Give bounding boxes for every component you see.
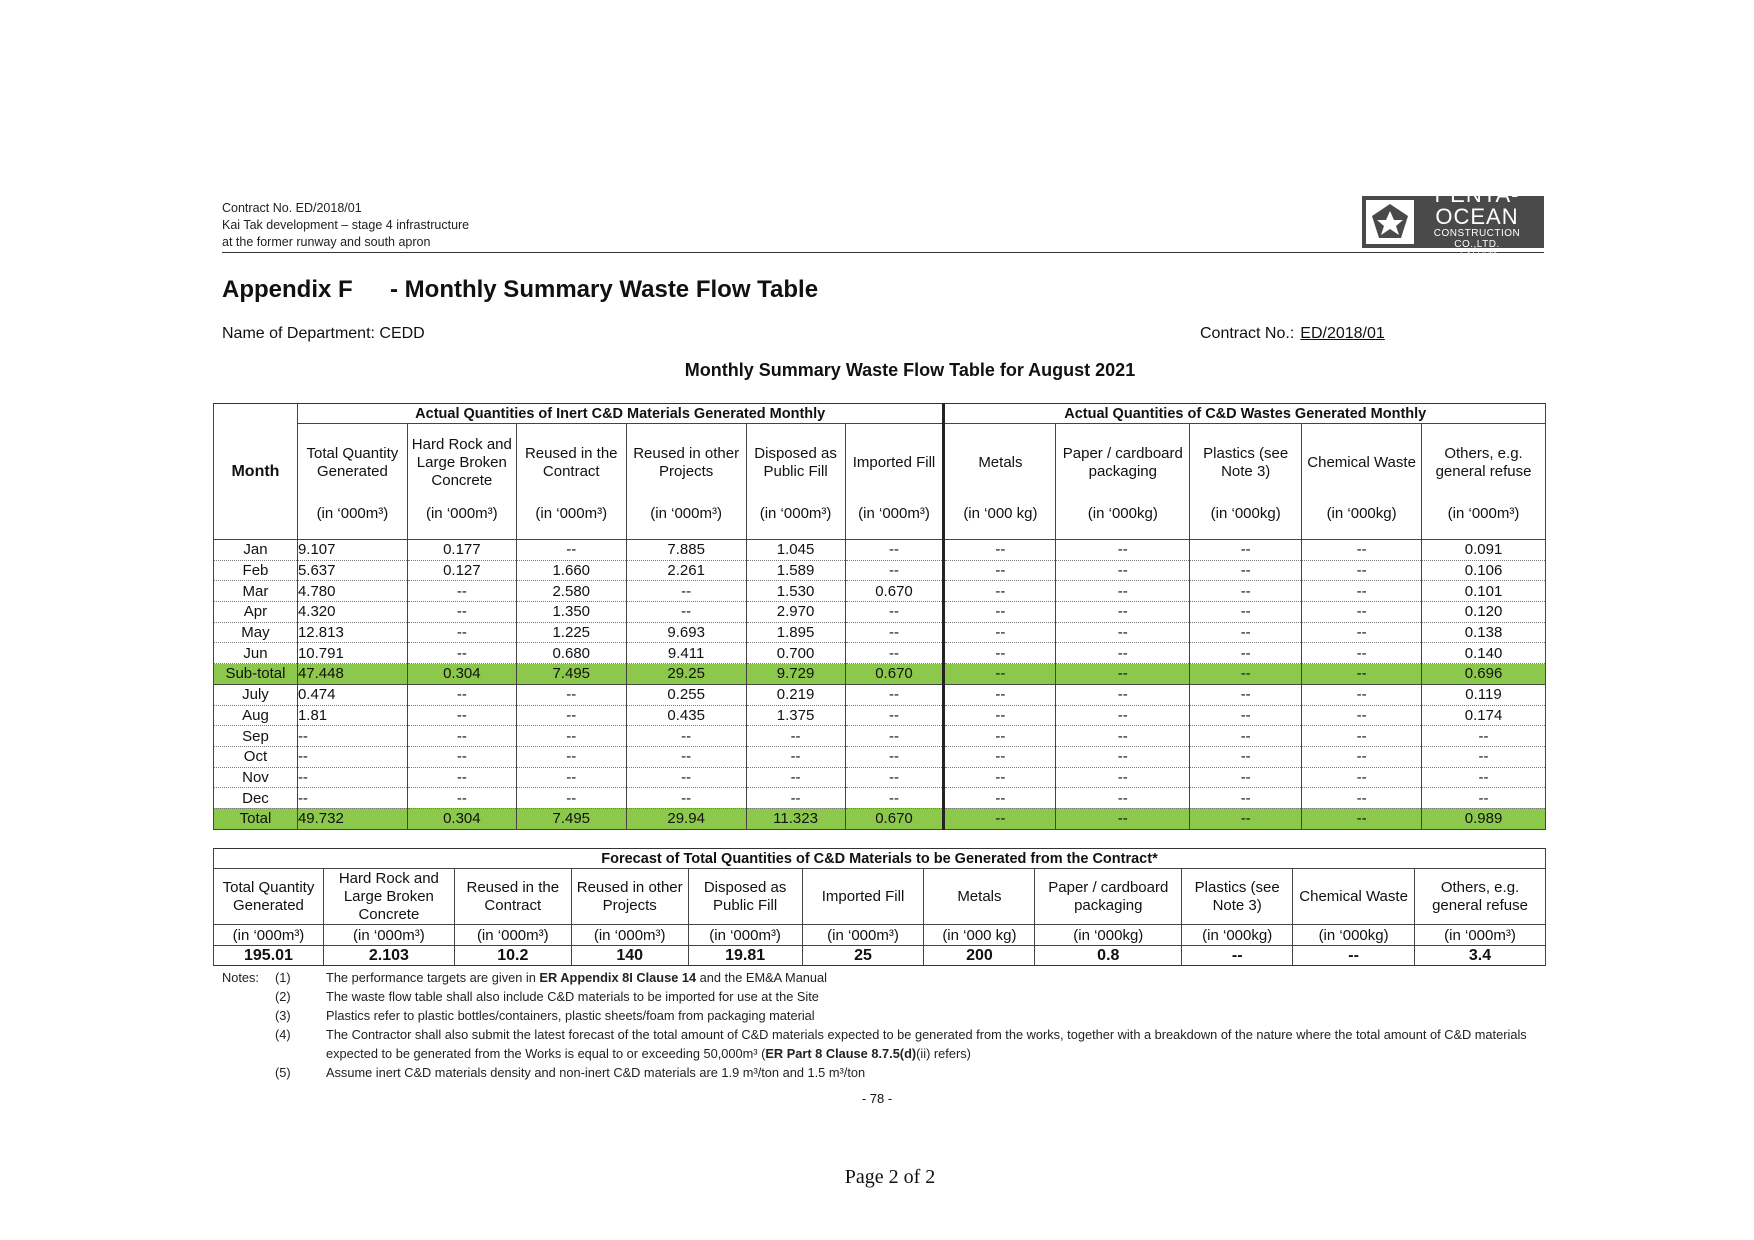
value-cell: -- (845, 788, 944, 809)
note-text (326, 1063, 1556, 1082)
value-cell: -- (1302, 684, 1422, 705)
forecast-column-header: Plastics (see Note 3) (1182, 869, 1293, 925)
value-cell: 0.219 (746, 684, 845, 705)
value-cell: 10.791 (297, 643, 407, 664)
column-unit: (in ‘000m³) (1422, 502, 1546, 540)
column-unit: (in ‘000m³) (516, 502, 626, 540)
forecast-column-header: Reused in other Projects (571, 869, 688, 925)
value-cell: 0.140 (1422, 643, 1546, 664)
value-cell: 0.101 (1422, 581, 1546, 602)
table-row (214, 622, 1546, 643)
note-item (222, 987, 1556, 1006)
value-cell: 0.670 (845, 808, 944, 829)
forecast-column-header: Total Quantity Generated (214, 869, 324, 925)
forecast-value: 0.8 (1035, 946, 1182, 966)
value-cell: -- (944, 664, 1056, 685)
note-item (222, 968, 1556, 987)
note-number: (1) (275, 970, 291, 985)
value-cell: -- (1056, 581, 1190, 602)
forecast-value: -- (1182, 946, 1293, 966)
value-cell: -- (626, 581, 746, 602)
forecast-table (213, 848, 1546, 966)
forecast-value: 200 (924, 946, 1035, 966)
value-cell: 1.660 (516, 560, 626, 581)
note-number: (5) (275, 1065, 291, 1080)
table-row (214, 560, 1546, 581)
value-cell: -- (1422, 788, 1546, 809)
value-cell: 1.530 (746, 581, 845, 602)
value-cell: 0.304 (407, 808, 516, 829)
value-cell: -- (1190, 705, 1302, 726)
column-header: Paper / cardboard packaging (1056, 424, 1190, 502)
value-cell: -- (1190, 581, 1302, 602)
contract-line: Contract No. ED/2018/01 (222, 201, 362, 215)
value-cell: -- (297, 767, 407, 788)
table-row (214, 808, 1546, 829)
value-cell: -- (1422, 746, 1546, 767)
note-number: (3) (275, 1008, 291, 1023)
column-unit: (in ‘000kg) (1056, 502, 1190, 540)
contract-number (1200, 325, 1385, 343)
value-cell: 0.127 (407, 560, 516, 581)
value-cell: -- (626, 767, 746, 788)
forecast-column-header: Disposed as Public Fill (688, 869, 802, 925)
month-cell: Sep (214, 726, 298, 747)
value-cell: -- (1056, 705, 1190, 726)
value-cell: 2.261 (626, 560, 746, 581)
value-cell: -- (516, 788, 626, 809)
value-cell: -- (516, 726, 626, 747)
note-text-bold: ER Part 8 Clause 8.7.5(d) (765, 1046, 917, 1061)
value-cell: -- (1190, 808, 1302, 829)
value-cell: -- (1302, 726, 1422, 747)
month-cell: Total (214, 808, 298, 829)
value-cell: 2.580 (516, 581, 626, 602)
value-cell: 1.350 (516, 602, 626, 623)
value-cell: 0.670 (845, 581, 944, 602)
contract-line: at the former runway and south apron (222, 235, 431, 249)
table-row (214, 643, 1546, 664)
month-cell: Apr (214, 602, 298, 623)
value-cell: 12.813 (297, 622, 407, 643)
value-cell: 29.94 (626, 808, 746, 829)
forecast-title: Forecast of Total Quantities of C&D Materials to be Generated from the Contract* (214, 849, 1546, 869)
value-cell: 0.989 (1422, 808, 1546, 829)
value-cell: -- (1056, 643, 1190, 664)
value-cell: -- (407, 726, 516, 747)
value-cell: 4.780 (297, 581, 407, 602)
value-cell: -- (845, 540, 944, 561)
note-text-pre: The performance targets are given in (326, 970, 540, 985)
column-header: Others, e.g. general refuse (1422, 424, 1546, 502)
month-cell: Feb (214, 560, 298, 581)
value-cell: -- (746, 726, 845, 747)
column-unit: (in ‘000m³) (746, 502, 845, 540)
forecast-column-unit: (in ‘000m³) (1415, 925, 1546, 946)
value-cell: -- (1302, 664, 1422, 685)
note-text-post: (ii) refers) (916, 1046, 971, 1061)
value-cell: 0.474 (297, 684, 407, 705)
value-cell: 2.970 (746, 602, 845, 623)
forecast-value: 2.103 (323, 946, 454, 966)
value-cell: 0.680 (516, 643, 626, 664)
value-cell: -- (1056, 540, 1190, 561)
value-cell: 1.045 (746, 540, 845, 561)
notes (222, 968, 1556, 1082)
value-cell: 0.106 (1422, 560, 1546, 581)
value-cell: 1.375 (746, 705, 845, 726)
value-cell: 47.448 (297, 664, 407, 685)
value-cell: 9.107 (297, 540, 407, 561)
value-cell: 1.895 (746, 622, 845, 643)
value-cell: -- (845, 684, 944, 705)
month-cell: May (214, 622, 298, 643)
table-row (214, 664, 1546, 685)
forecast-column-header: Chemical Waste (1293, 869, 1415, 925)
forecast-column-unit: (in ‘000kg) (1293, 925, 1415, 946)
value-cell: -- (516, 540, 626, 561)
wastes-group-header: Actual Quantities of C&D Wastes Generated Monthly (944, 404, 1546, 424)
table-row (214, 705, 1546, 726)
contract-number-label: Contract No.: (1200, 325, 1295, 342)
value-cell: -- (1302, 746, 1422, 767)
column-header: Reused in other Projects (626, 424, 746, 502)
value-cell: -- (1190, 643, 1302, 664)
table-row (214, 746, 1546, 767)
table-title: Monthly Summary Waste Flow Table for August 2021 (684, 360, 1136, 380)
value-cell: -- (944, 808, 1056, 829)
forecast-column-header: Reused in the Contract (454, 869, 571, 925)
note-text (326, 1006, 1556, 1025)
value-cell: 9.411 (626, 643, 746, 664)
value-cell: 0.120 (1422, 602, 1546, 623)
note-text (326, 987, 1556, 1006)
month-cell: July (214, 684, 298, 705)
logo-sub: CONSTRUCTION CO.,LTD. (1433, 227, 1521, 250)
value-cell: -- (626, 726, 746, 747)
value-cell: -- (944, 602, 1056, 623)
note-text-pre: Assume inert C&D materials density and non-inert C&D materials are 1.9 m³/ton and 1.5 m³/ton (326, 1065, 866, 1080)
value-cell: -- (1056, 684, 1190, 705)
value-cell: 7.495 (516, 808, 626, 829)
table-row (214, 788, 1546, 809)
note-text-pre: Plastics refer to plastic bottles/containers, plastic sheets/foam from packaging material (326, 1008, 815, 1023)
value-cell: -- (297, 788, 407, 809)
value-cell: -- (1190, 788, 1302, 809)
forecast-column-unit: (in ‘000m³) (688, 925, 802, 946)
value-cell: -- (746, 788, 845, 809)
value-cell: -- (1190, 540, 1302, 561)
value-cell: -- (944, 643, 1056, 664)
table-row (214, 684, 1546, 705)
inert-group-header: Actual Quantities of Inert C&D Materials Generated Monthly (297, 404, 944, 424)
month-cell: Jan (214, 540, 298, 561)
value-cell: -- (845, 705, 944, 726)
forecast-column-unit: (in ‘000m³) (802, 925, 924, 946)
value-cell: -- (1302, 602, 1422, 623)
forecast-value: 25 (802, 946, 924, 966)
month-cell: Mar (214, 581, 298, 602)
forecast-value: -- (1293, 946, 1415, 966)
forecast-column-header: Others, e.g. general refuse (1415, 869, 1546, 925)
column-unit: (in ‘000m³) (845, 502, 944, 540)
value-cell: -- (845, 643, 944, 664)
value-cell: -- (1056, 664, 1190, 685)
value-cell: -- (1302, 560, 1422, 581)
value-cell: 0.255 (626, 684, 746, 705)
value-cell: -- (944, 705, 1056, 726)
value-cell: -- (1190, 767, 1302, 788)
note-text-pre: The Contractor shall also submit the latest forecast of the total amount of C&D materials expected to be generated from the works, together with a breakdown of the nature where the total amount of C&D materials expected to be generated from the Works is equal to or exceeding 50,000m³ ( (326, 1027, 1527, 1061)
column-unit: (in ‘000kg) (1302, 502, 1422, 540)
value-cell: 9.693 (626, 622, 746, 643)
forecast-column-unit: (in ‘000kg) (1035, 925, 1182, 946)
value-cell: 1.225 (516, 622, 626, 643)
value-cell: -- (407, 643, 516, 664)
value-cell: -- (944, 581, 1056, 602)
value-cell: -- (1302, 788, 1422, 809)
note-number: (4) (275, 1027, 291, 1042)
note-item (222, 1006, 1556, 1025)
column-unit: (in ‘000m³) (407, 502, 516, 540)
contract-info (222, 200, 469, 251)
value-cell: 4.320 (297, 602, 407, 623)
value-cell: -- (1190, 726, 1302, 747)
value-cell: -- (1056, 560, 1190, 581)
forecast-column-unit: (in ‘000m³) (454, 925, 571, 946)
value-cell: -- (944, 560, 1056, 581)
value-cell: -- (944, 746, 1056, 767)
column-header: Hard Rock and Large Broken Concrete (407, 424, 516, 502)
contract-number-value: ED/2018/01 (1300, 325, 1385, 342)
column-header: Metals (944, 424, 1056, 502)
forecast-column-header: Paper / cardboard packaging (1035, 869, 1182, 925)
value-cell: 9.729 (746, 664, 845, 685)
note-item (222, 1025, 1556, 1063)
forecast-column-header: Metals (924, 869, 1035, 925)
value-cell: -- (944, 622, 1056, 643)
value-cell: -- (845, 726, 944, 747)
value-cell: -- (1302, 540, 1422, 561)
column-unit: (in ‘000m³) (626, 502, 746, 540)
value-cell: -- (1302, 643, 1422, 664)
value-cell: 5.637 (297, 560, 407, 581)
penta-ocean-logo (1362, 181, 1544, 261)
value-cell: -- (516, 767, 626, 788)
value-cell: -- (626, 746, 746, 767)
value-cell: -- (845, 767, 944, 788)
table-row (214, 581, 1546, 602)
value-cell: -- (845, 746, 944, 767)
value-cell: -- (1302, 808, 1422, 829)
note-text-bold: ER Appendix 8I Clause 14 (539, 970, 697, 985)
value-cell: -- (1302, 705, 1422, 726)
value-cell: -- (407, 581, 516, 602)
contract-line: Kai Tak development – stage 4 infrastructure (222, 218, 470, 232)
month-cell: Dec (214, 788, 298, 809)
value-cell: -- (944, 540, 1056, 561)
value-cell: -- (845, 602, 944, 623)
document-header (222, 181, 1544, 261)
notes-label (222, 1063, 275, 1082)
value-cell: -- (407, 746, 516, 767)
value-cell: -- (626, 788, 746, 809)
value-cell: -- (407, 602, 516, 623)
notes-label (222, 1025, 275, 1063)
table-row (214, 726, 1546, 747)
value-cell: -- (746, 767, 845, 788)
value-cell: -- (516, 746, 626, 767)
value-cell: 0.696 (1422, 664, 1546, 685)
value-cell: -- (1056, 746, 1190, 767)
inner-page-number: - 78 - (861, 1091, 893, 1106)
value-cell: -- (1056, 602, 1190, 623)
forecast-column-unit: (in ‘000m³) (214, 925, 324, 946)
note-number: (2) (275, 989, 291, 1004)
value-cell: -- (845, 622, 944, 643)
column-header: Reused in the Contract (516, 424, 626, 502)
value-cell: 0.177 (407, 540, 516, 561)
value-cell: -- (516, 684, 626, 705)
column-header: Total Quantity Generated (297, 424, 407, 502)
value-cell: 0.091 (1422, 540, 1546, 561)
month-cell: Oct (214, 746, 298, 767)
note-text-pre: The waste flow table shall also include C&D materials to be imported for use at the Site (326, 989, 819, 1004)
value-cell: 1.589 (746, 560, 845, 581)
value-cell: -- (407, 622, 516, 643)
value-cell: 0.435 (626, 705, 746, 726)
forecast-column-unit: (in ‘000 kg) (924, 925, 1035, 946)
monthly-waste-flow-table (213, 403, 1546, 830)
logo-cn: 五洋建設 (1457, 249, 1497, 261)
appendix-title: - Monthly Summary Waste Flow Table (390, 276, 819, 303)
department-name: Name of Department: CEDD (222, 325, 425, 342)
month-cell: Sub-total (214, 664, 298, 685)
value-cell: -- (1056, 767, 1190, 788)
value-cell: -- (626, 602, 746, 623)
value-cell: -- (407, 767, 516, 788)
month-cell: Jun (214, 643, 298, 664)
table-row (214, 602, 1546, 623)
value-cell: 7.885 (626, 540, 746, 561)
value-cell: -- (944, 788, 1056, 809)
value-cell: -- (1190, 602, 1302, 623)
value-cell: 0.670 (845, 664, 944, 685)
value-cell: -- (1302, 622, 1422, 643)
value-cell: 0.174 (1422, 705, 1546, 726)
column-unit: (in ‘000 kg) (944, 502, 1056, 540)
value-cell: -- (944, 726, 1056, 747)
value-cell: -- (407, 684, 516, 705)
table-row (214, 540, 1546, 561)
value-cell: -- (407, 705, 516, 726)
forecast-column-unit: (in ‘000m³) (323, 925, 454, 946)
value-cell: -- (1190, 746, 1302, 767)
note-text (326, 1025, 1556, 1063)
value-cell: -- (1302, 581, 1422, 602)
note-text (326, 968, 1556, 987)
value-cell: 0.700 (746, 643, 845, 664)
value-cell: -- (1190, 622, 1302, 643)
value-cell: 29.25 (626, 664, 746, 685)
column-header: Disposed as Public Fill (746, 424, 845, 502)
appendix-label: Appendix F (222, 276, 353, 303)
forecast-column-unit: (in ‘000kg) (1182, 925, 1293, 946)
column-unit: (in ‘000kg) (1190, 502, 1302, 540)
forecast-column-header: Imported Fill (802, 869, 924, 925)
forecast-value: 19.81 (688, 946, 802, 966)
value-cell: -- (516, 705, 626, 726)
forecast-value: 10.2 (454, 946, 571, 966)
value-cell: 1.81 (297, 705, 407, 726)
value-cell: 0.304 (407, 664, 516, 685)
value-cell: 49.732 (297, 808, 407, 829)
value-cell: -- (1190, 684, 1302, 705)
logo-name: PENTA-OCEAN (1434, 181, 1520, 229)
value-cell: -- (1190, 664, 1302, 685)
page-footer: Page 2 of 2 (844, 1166, 936, 1188)
value-cell: -- (746, 746, 845, 767)
value-cell: -- (1056, 622, 1190, 643)
value-cell: -- (297, 746, 407, 767)
month-header: Month (214, 404, 298, 540)
notes-label (222, 987, 275, 1006)
forecast-column-header: Hard Rock and Large Broken Concrete (323, 869, 454, 925)
column-header: Imported Fill (845, 424, 944, 502)
value-cell: -- (297, 726, 407, 747)
value-cell: -- (1422, 767, 1546, 788)
forecast-value: 140 (571, 946, 688, 966)
column-header: Chemical Waste (1302, 424, 1422, 502)
value-cell: -- (944, 767, 1056, 788)
value-cell: 7.495 (516, 664, 626, 685)
value-cell: -- (944, 684, 1056, 705)
value-cell: -- (1190, 560, 1302, 581)
note-text-post: and the EM&A Manual (696, 970, 828, 985)
value-cell: -- (1302, 767, 1422, 788)
value-cell: -- (1422, 726, 1546, 747)
table-row (214, 767, 1546, 788)
notes-label: Notes: (222, 970, 259, 985)
value-cell: -- (1056, 808, 1190, 829)
penta-ocean-star-icon (1366, 200, 1414, 244)
forecast-column-unit: (in ‘000m³) (571, 925, 688, 946)
value-cell: -- (1056, 788, 1190, 809)
month-cell: Aug (214, 705, 298, 726)
value-cell: 11.323 (746, 808, 845, 829)
value-cell: -- (1056, 726, 1190, 747)
forecast-value: 3.4 (1415, 946, 1546, 966)
column-header: Plastics (see Note 3) (1190, 424, 1302, 502)
value-cell: -- (845, 560, 944, 581)
column-unit: (in ‘000m³) (297, 502, 407, 540)
value-cell: 0.138 (1422, 622, 1546, 643)
value-cell: -- (407, 788, 516, 809)
notes-label (222, 1006, 275, 1025)
note-item (222, 1063, 1556, 1082)
forecast-value: 195.01 (214, 946, 324, 966)
value-cell: 0.119 (1422, 684, 1546, 705)
month-cell: Nov (214, 767, 298, 788)
appendix-heading (222, 276, 818, 304)
